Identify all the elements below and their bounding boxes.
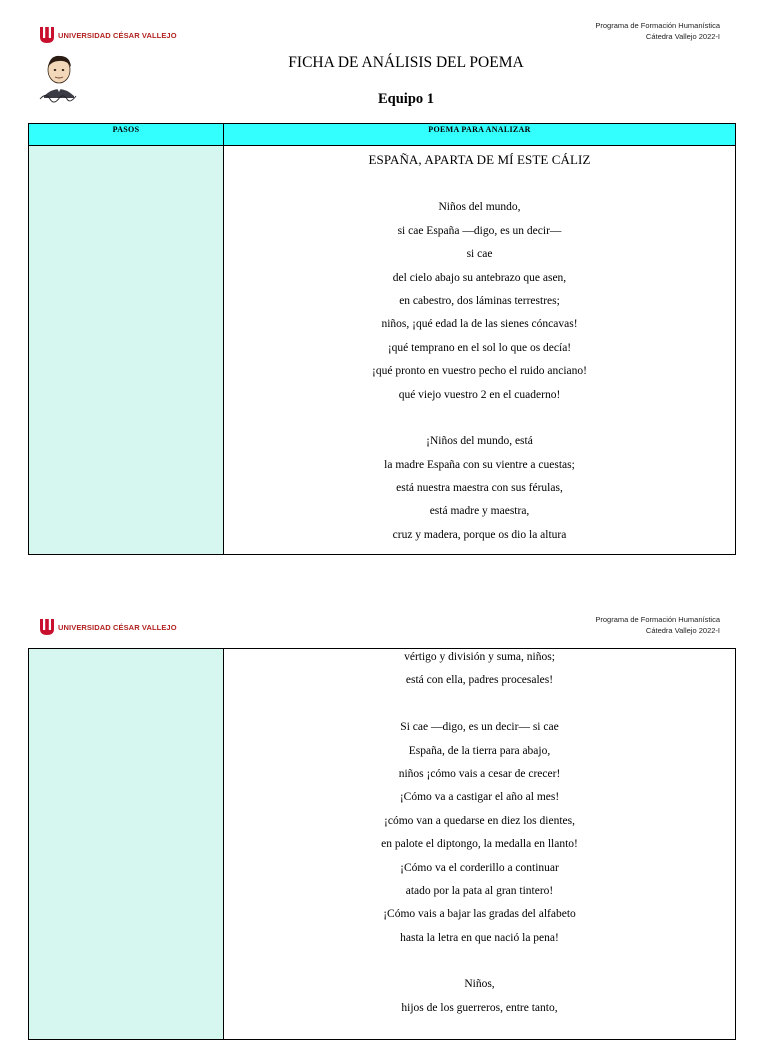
stanza-break xyxy=(224,693,735,716)
poem-line: está nuestra maestra con sus férulas, xyxy=(396,482,563,495)
university-logo xyxy=(40,619,177,635)
poem-line: está con ella, padres procesales! xyxy=(405,674,554,687)
steps-cell[interactable] xyxy=(29,649,224,1040)
poem-line: si cae España —digo, es un decir— xyxy=(397,224,562,237)
page-separator xyxy=(0,590,768,598)
poem-line: en palote el diptongo, la medalla en llanto! xyxy=(381,838,578,851)
poem-line: ¡cómo van a quedarse en diez los dientes, xyxy=(384,814,575,827)
steps-cell[interactable] xyxy=(29,146,224,555)
column-header-poem: POEMA PARA ANALIZAR xyxy=(224,124,736,146)
poem-line: si cae xyxy=(466,248,493,261)
analysis-table xyxy=(28,123,736,555)
poem-title: ESPAÑA, APARTA DE MÍ ESTE CÁLIZ xyxy=(368,152,591,167)
document-page-2 xyxy=(0,598,768,1024)
program-name: Programa de Formación Humanística xyxy=(595,615,720,624)
stanza-break xyxy=(224,173,735,196)
poem-cell xyxy=(224,649,736,1040)
university-logo-icon xyxy=(40,619,54,635)
team-label: Equipo 1 xyxy=(377,91,435,107)
poem-line: la madre España con su vientre a cuestas; xyxy=(384,458,575,471)
poem-line: en cabestro, dos láminas terrestres; xyxy=(399,294,560,307)
poem-line: hasta la letra en que nació la pena! xyxy=(400,931,559,944)
poem-line: Niños del mundo, xyxy=(438,201,521,214)
poem-line: Niños, xyxy=(464,978,495,991)
poem-line: ¡Niños del mundo, está xyxy=(426,435,533,448)
poem-cell xyxy=(224,146,736,555)
chair-name: Cátedra Vallejo 2022-I xyxy=(645,32,720,41)
poem-line: está madre y maestra, xyxy=(429,505,530,518)
program-name: Programa de Formación Humanística xyxy=(595,21,720,30)
poem-line: cruz y madera, porque os dio la altura xyxy=(392,528,567,541)
document-title: FICHA DE ANÁLISIS DEL POEMA xyxy=(288,54,524,71)
university-logo-icon xyxy=(40,27,54,43)
poem-line: niños ¡cómo vais a cesar de crecer! xyxy=(398,767,561,780)
poem-line: España, de la tierra para abajo, xyxy=(408,744,551,757)
analysis-table-continued xyxy=(28,648,736,1040)
poem-lines xyxy=(224,173,735,547)
column-header-steps: PASOS xyxy=(29,124,224,146)
table-header-row xyxy=(29,124,736,146)
chair-name: Cátedra Vallejo 2022-I xyxy=(645,626,720,635)
stanza-break xyxy=(224,407,735,430)
table-row xyxy=(29,146,736,555)
poem-line: niños, ¡qué edad la de las sienes cóncavas! xyxy=(381,318,578,331)
poem-line: hijos de los guerreros, entre tanto, xyxy=(401,1001,558,1014)
university-name: UNIVERSIDAD CÉSAR VALLEJO xyxy=(58,30,177,40)
university-name: UNIVERSIDAD CÉSAR VALLEJO xyxy=(58,622,177,632)
poem-line: ¡Cómo va el corderillo a continuar xyxy=(400,861,559,874)
poem-line: qué viejo vuestro 2 en el cuaderno! xyxy=(398,388,561,401)
poem-line: ¡Cómo vais a bajar las gradas del alfabeto xyxy=(383,908,576,921)
poem-line: ¡qué temprano en el sol lo que os decía! xyxy=(387,341,572,354)
table-row xyxy=(29,649,736,1040)
poem-line: ¡Cómo va a castigar el año al mes! xyxy=(399,791,560,804)
stanza-break xyxy=(224,950,735,973)
header-program-info xyxy=(595,20,720,42)
university-logo xyxy=(40,27,177,43)
poem-lines xyxy=(224,646,735,1020)
header-program-info xyxy=(595,614,720,636)
poem-line: del cielo abajo su antebrazo que asen, xyxy=(392,271,567,284)
poem-line: Si cae —digo, es un decir— si cae xyxy=(400,721,559,734)
poem-line: ¡qué pronto en vuestro pecho el ruido anciano! xyxy=(372,365,587,378)
poem-line: atado por la pata al gran tintero! xyxy=(405,884,554,897)
poem-line: vértigo y división y suma, niños; xyxy=(404,651,555,663)
